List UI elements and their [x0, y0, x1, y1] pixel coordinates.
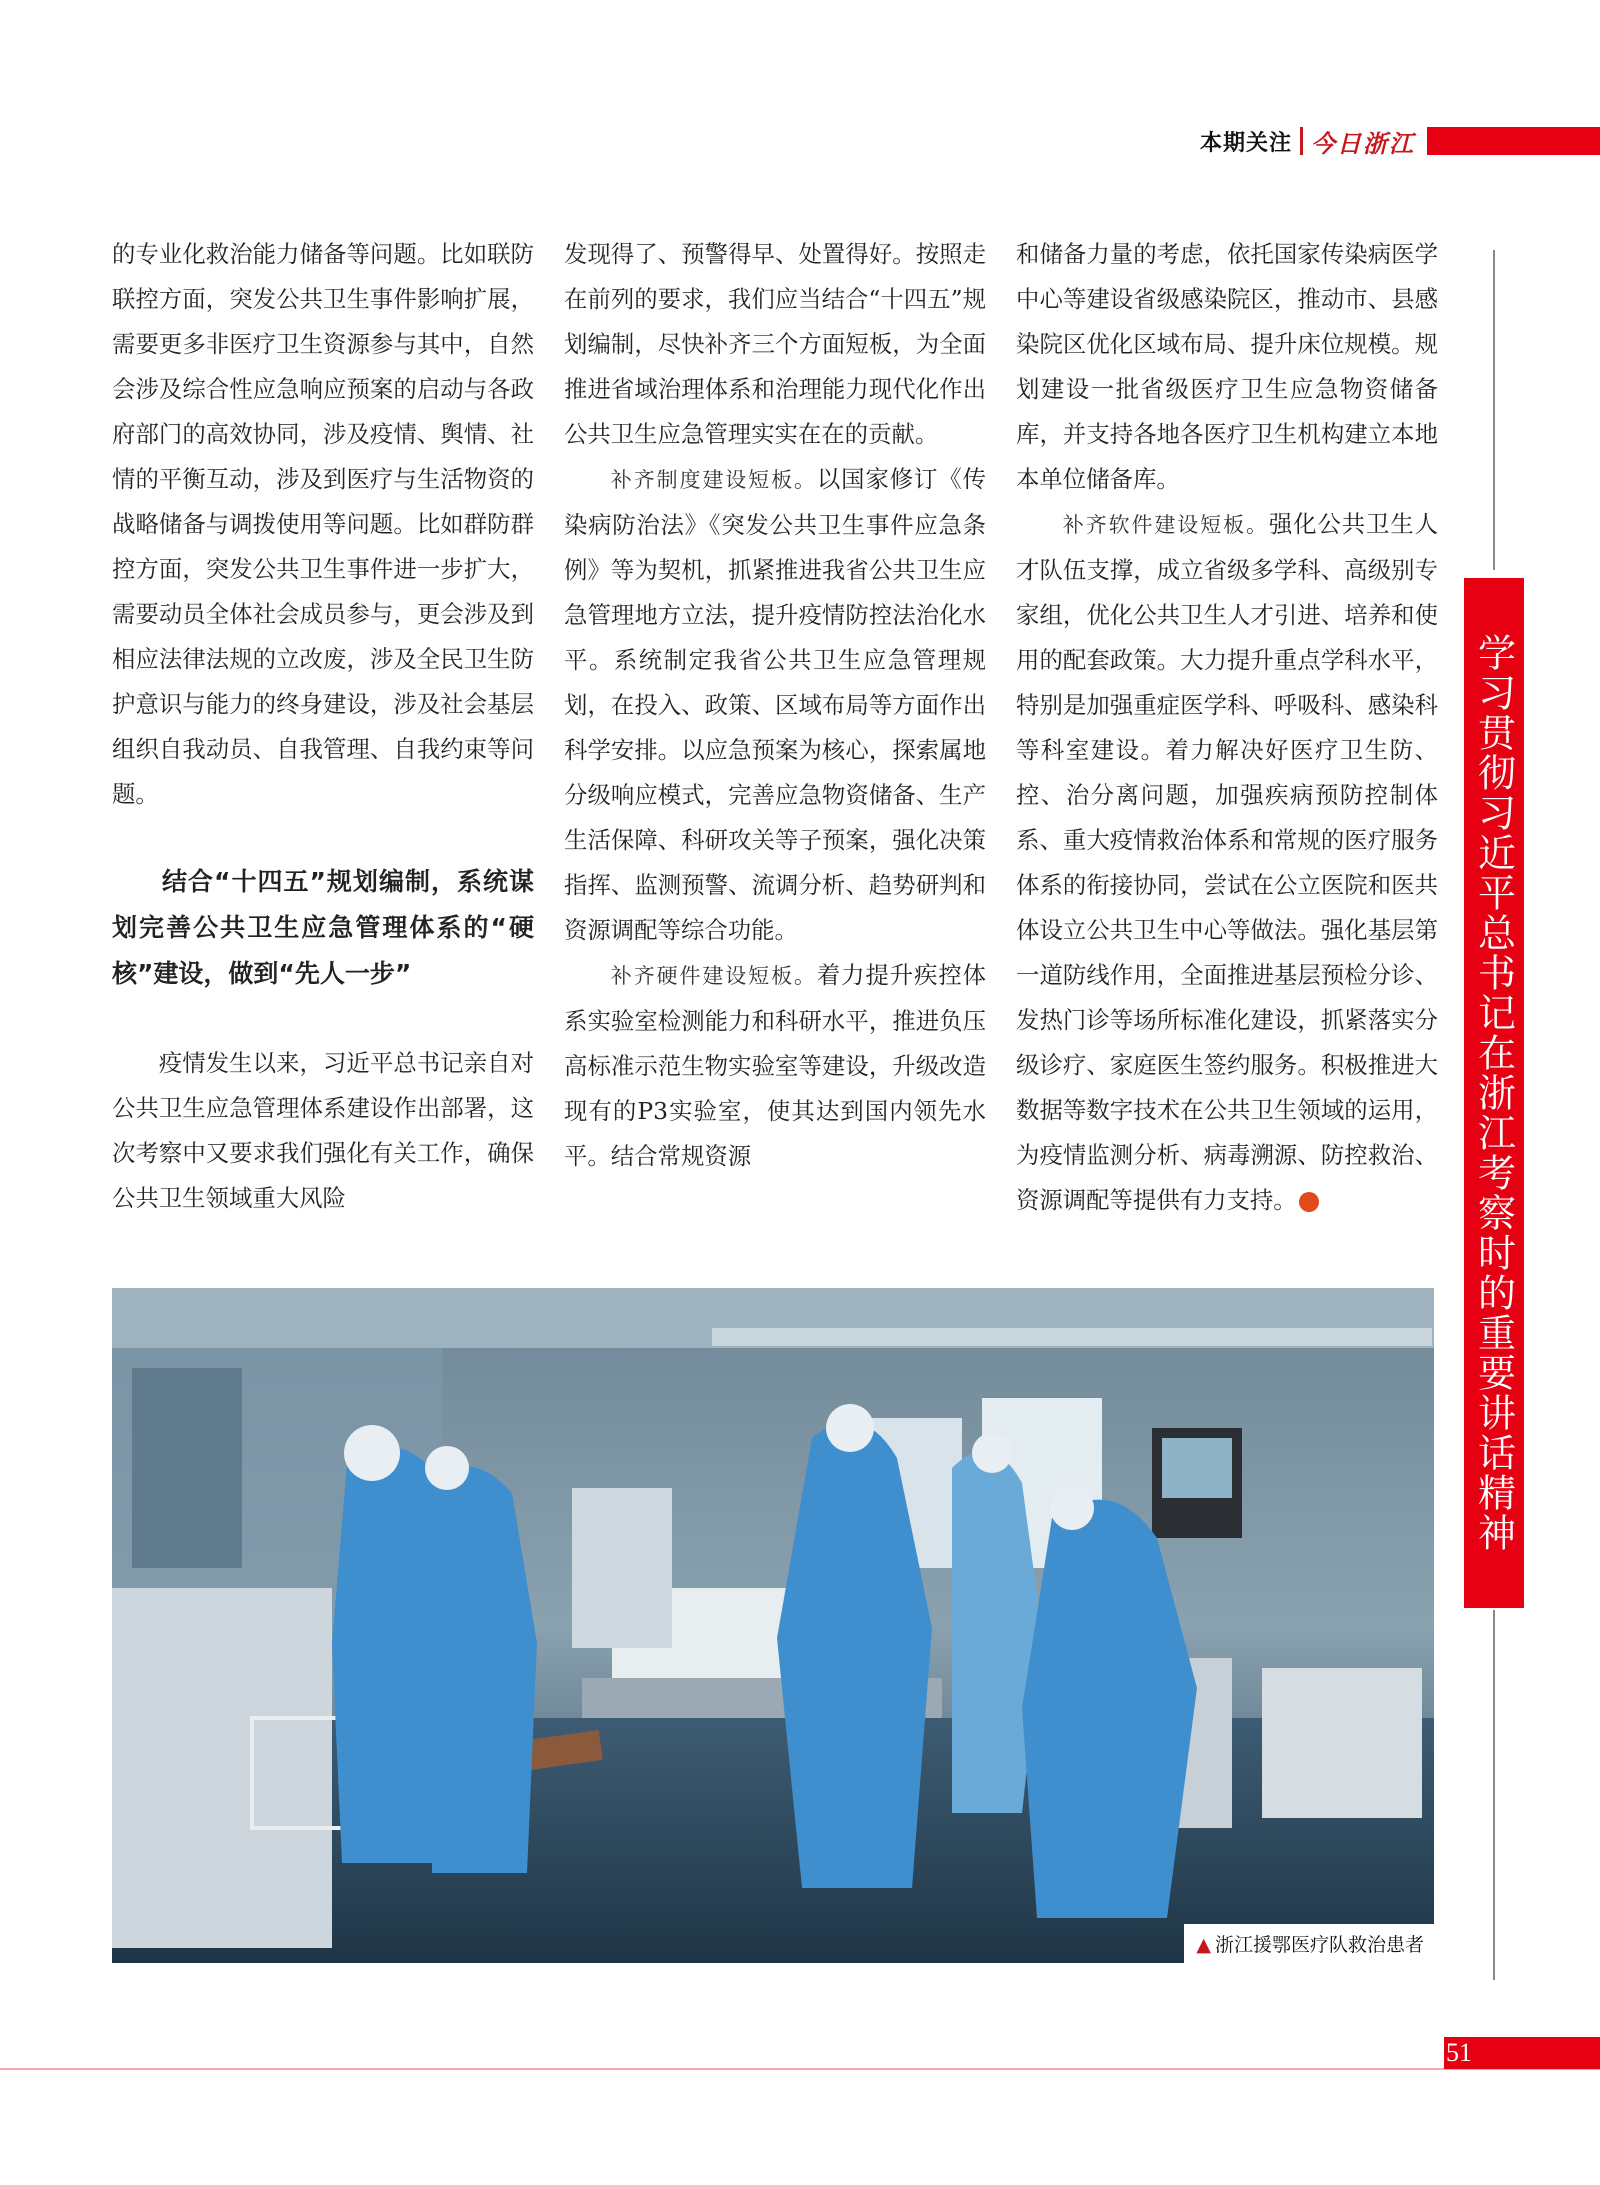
paragraph: 的专业化救治能力储备等问题。比如联防联控方面，突发公共卫生事件影响扩展，需要更多非医疗卫生资源参与其中，自然会涉及综合性应急响应预案的启动与各政府部门的高效协同，涉及疫情、舆情、社情的平衡互动，涉及到医疗与生活物资的战略储备与调拨使用等问题。比如群防群控方面，突发公共卫生事件进一步扩大，需要动员全体社会成员参与，更会涉及到相应法律法规的立改废，涉及全民卫生防护意识与能力的终身建设，涉及社会基层组织自我动员、自我管理、自我约束等问题。	[112, 240, 534, 808]
banner-rule-top	[1493, 250, 1495, 570]
section-label: 本期关注	[1200, 130, 1293, 156]
icu-scene-illustration	[112, 1288, 1434, 1963]
paragraph-body: 以国家修订《传染病防治法》《突发公共卫生事件应急条例》等为契机，抓紧推进我省公共卫生应急管理地方立法，提升疫情防控法治化水平。系统制定我省公共卫生应急管理规划，在投入、政策、区域布局等方面作出科学安排。以应急预案为核心，探索属地分级响应模式，完善应急物资储备、生产生活保障、科研攻关等子预案，强化决策指挥、监测预警、流调分析、趋势研判和资源调配等综合功能。	[564, 465, 987, 944]
caption-text: 浙江援鄂医疗队救治患者	[1214, 1934, 1424, 1956]
page-number: 51	[1444, 2037, 1600, 2069]
paragraph	[1016, 502, 1438, 1223]
paragraph-lead: 补齐软件建设短板。	[1062, 513, 1269, 537]
page-header	[1200, 124, 1600, 158]
section-subheading: 结合“十四五”规划编制，系统谋划完善公共卫生应急管理体系的“硬核”建设，做到“先人一步”	[112, 867, 534, 988]
banner-rule-bottom	[1493, 1610, 1495, 1980]
header-divider	[1300, 127, 1303, 155]
paragraph-body: 强化公共卫生人才队伍支撑，成立省级多学科、高级别专家组，优化公共卫生人才引进、培养和使用的配套政策。大力提升重点学科水平，特别是加强重症医学科、呼吸科、感染科等科室建设。着力解决好医疗卫生防、控、治分离问题，加强疾病预防控制体系、重大疫情救治体系和常规的医疗服务体系的衔接协同，尝试在公立医院和医共体设立公共卫生中心等做法。强化基层第一道防线作用，全面推进基层预检分诊、发热门诊等场所标准化建设，抓紧落实分级诊疗、家庭医生签约服务。积极推进大数据等数字技术在公共卫生领域的运用，为疫情监测分析、病毒溯源、防控救治、资源调配等提供有力支持。	[1016, 510, 1439, 1214]
photo-caption	[1184, 1924, 1434, 1963]
column-1	[112, 232, 534, 1221]
header-red-bar	[1427, 127, 1600, 155]
paragraph-lead: 补齐硬件建设短板。	[610, 964, 817, 988]
end-mark-icon	[1299, 1192, 1319, 1212]
brand-logo: 今日浙江	[1311, 128, 1416, 158]
paragraph: 发现得了、预警得早、处置得好。按照走在前列的要求，我们应当结合“十四五”规划编制，尽快补齐三个方面短板，为全面推进省域治理体系和治理能力现代化作出公共卫生应急管理实实在在的贡献。	[564, 240, 986, 448]
column-2	[564, 232, 986, 1179]
article-photo	[112, 1288, 1434, 1963]
paragraph	[564, 953, 986, 1179]
paragraph-lead: 补齐制度建设短板。	[610, 468, 817, 492]
banner-title: 学习贯彻习近平总书记在浙江考察时的重要讲话精神	[1471, 633, 1516, 1553]
paragraph	[564, 457, 986, 953]
paragraph-body: 着力提升疾控体系实验室检测能力和科研水平，推进负压高标准示范生物实验室等建设，升级改造现有的P3实验室，使其达到国内领先水平。结合常规资源	[564, 961, 987, 1170]
vertical-banner	[1464, 578, 1524, 1608]
footer-rule	[0, 2068, 1600, 2070]
column-3	[1016, 232, 1438, 1223]
paragraph: 和储备力量的考虑，依托国家传染病医学中心等建设省级感染院区，推动市、县感染院区优化区域布局、提升床位规模。规划建设一批省级医疗卫生应急物资储备库，并支持各地各医疗卫生机构建立本地本单位储备库。	[1016, 240, 1438, 493]
caption-marker-icon: ▲	[1196, 1934, 1211, 1956]
paragraph: 疫情发生以来，习近平总书记亲自对公共卫生应急管理体系建设作出部署，这次考察中又要求我们强化有关工作，确保公共卫生领域重大风险	[112, 1049, 534, 1212]
